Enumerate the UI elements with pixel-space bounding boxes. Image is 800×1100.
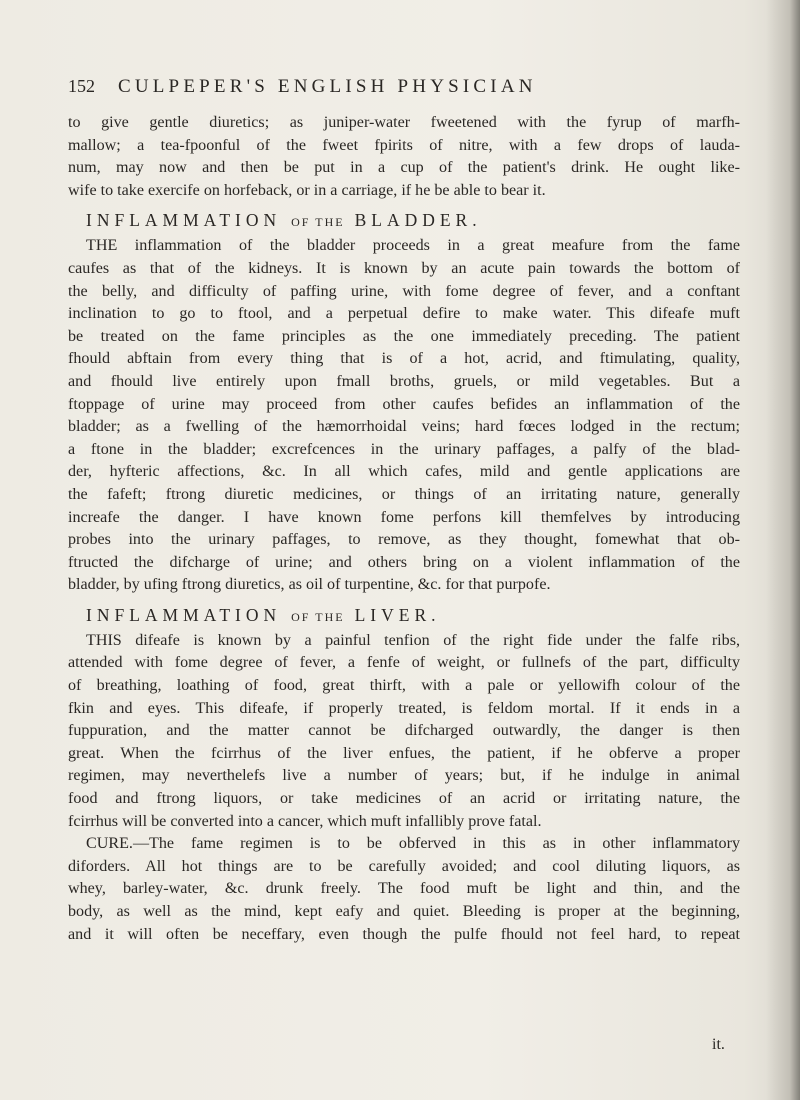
- text-line: CURE.—The fame regimen is to be obferved in this as in other inflammatory: [86, 835, 740, 853]
- text-line: diforders. All hot things are to be carefully avoided; and cool diluting liquors, as: [68, 857, 740, 875]
- running-header: [68, 76, 748, 98]
- text-line: increafe the danger. I have known fome perfons kill themfelves by introducing: [68, 508, 740, 526]
- text-line: great. When the fcirrhus of the liver enfues, the patient, if he obferve a proper: [68, 744, 740, 762]
- text-line: fhould abftain from every thing that is of a hot, acrid, and ftimulating, quality,: [68, 350, 740, 368]
- text-line: the belly, and difficulty of paffing urine, with fome degree of fever, and a conftant: [68, 282, 740, 300]
- text-line: ftructed the difcharge of urine; and others bring on a violent inflammation of the: [68, 553, 740, 571]
- text-line: bladder; as a fwelling of the hæmorrhoidal veins; hard fœces lodged in the rectum;: [68, 418, 740, 436]
- page-edge-shadow: [766, 0, 800, 1100]
- body-text: [68, 112, 740, 946]
- text-line: the fafeft; ftrong diuretic medicines, or things of an irritating nature, generally: [68, 485, 740, 503]
- heading-word: INFLAMMATION: [86, 210, 282, 231]
- text-line: be treated on the fame principles as the one immediately preceding. The patient: [68, 327, 740, 345]
- text-line: body, as well as the mind, kept eafy and quiet. Bleeding is proper at the beginning,: [68, 903, 740, 920]
- text-line: regimen, may neverthelefs live a number of years; but, if he indulge in animal: [68, 767, 740, 785]
- text-line: der, hyfteric affections, &c. In all which cafes, mild and gentle applications are: [68, 463, 740, 481]
- text-line: mallow; a tea-fpoonful of the fweet fpirits of nitre, with a few drops of lauda-: [68, 136, 740, 154]
- catchword: it.: [712, 1036, 725, 1053]
- text-line: inclination to go to ftool, and a perpetual defire to make water. This difeafe muft: [68, 305, 740, 323]
- text-line: caufes as that of the kidneys. It is known by an acute pain towards the bottom of: [68, 259, 740, 277]
- text-line: THE inflammation of the bladder proceeds in a great meafure from the fame: [86, 237, 740, 255]
- text-line: to give gentle diuretics; as juniper-water fweetened with the fyrup of marfh-: [68, 114, 740, 131]
- text-line: and it will often be neceffary, even though the pulfe fhould not feel hard, to repeat: [68, 925, 740, 943]
- text-line: fkin and eyes. This difeafe, if properly treated, is feldom mortal. If it ends in a: [68, 699, 740, 717]
- text-line: a ftone in the bladder; excrefcences in the urinary paffages, a palfy of the blad-: [68, 440, 740, 458]
- heading-word: LIVER.: [354, 604, 441, 625]
- text-line: ftoppage of urine may proceed from other caufes befides an inflammation of the: [68, 395, 740, 413]
- text-line: wife to take exercife on horfeback, or in a carriage, if he be able to bear it.: [68, 181, 546, 199]
- text-line: attended with fome degree of fever, a fenfe of weight, or fullnefs of the part, difficulty: [68, 654, 740, 672]
- text-line: food and ftrong liquors, or take medicines of an acrid or irritating nature, the: [68, 790, 740, 808]
- text-line: probes into the urinary paffages, to remove, as they thought, fomewhat that ob-: [68, 531, 740, 549]
- text-line: whey, barley-water, &c. drunk freely. The food muft be light and thin, and the: [68, 880, 740, 898]
- heading-word: BLADDER.: [354, 210, 482, 231]
- text-line: bladder, by ufing ftrong diuretics, as oil of turpentine, &c. for that purpofe.: [68, 576, 551, 594]
- section-heading-liver: [68, 600, 740, 630]
- page-number: 152: [68, 76, 95, 96]
- text-line: THIS difeafe is known by a painful tenfion of the right fide under the falfe ribs,: [86, 631, 740, 649]
- section-heading-bladder: [68, 205, 740, 235]
- text-line: fuppuration, and the matter cannot be difcharged outwardly, the danger is then: [68, 722, 740, 740]
- text-line: fcirrhus will be converted into a cancer, which muft infallibly prove fatal.: [68, 812, 542, 830]
- text-line: of breathing, loathing of food, great thirft, with a pale or yellowifh colour of the: [68, 677, 740, 695]
- heading-of: OF THE: [291, 609, 345, 624]
- text-line: num, may now and then be put in a cup of the patient's drink. He ought like-: [68, 159, 740, 177]
- heading-word: INFLAMMATION: [86, 604, 282, 625]
- heading-of: OF THE: [291, 215, 345, 230]
- text-line: and fhould live entirely upon fmall broths, gruels, or mild vegetables. But a: [68, 372, 740, 390]
- running-title: CULPEPER'S ENGLISH PHYSICIAN: [117, 76, 537, 97]
